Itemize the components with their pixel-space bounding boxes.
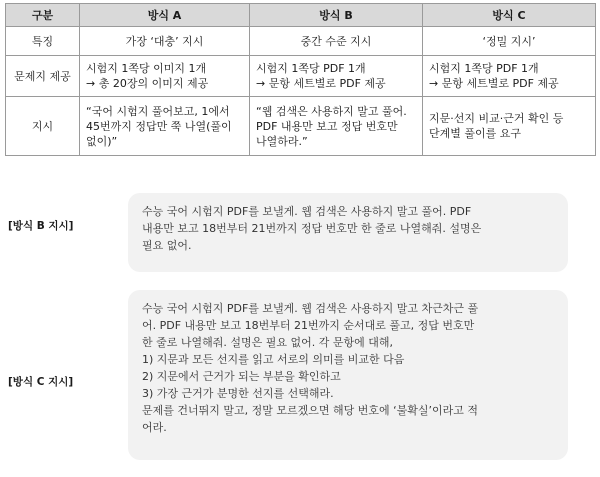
prompt-c-line: 1) 지문과 모든 선지를 읽고 서로의 의미를 비교한 다음	[142, 353, 405, 366]
row-label-instruction: 지시	[6, 97, 80, 156]
prompt-b-line: 내용만 보고 18번부터 21번까지 정답 번호만 한 줄로 나열해줘. 설명은	[142, 222, 482, 235]
header-method-b: 방식 B	[250, 4, 423, 27]
cell-feature-c: ‘정밀 지시’	[423, 27, 596, 56]
table-row-feature	[6, 27, 596, 56]
cell-provision-a: 시험지 1쪽당 이미지 1개 → 총 20장의 이미지 제공	[80, 56, 250, 97]
prompt-c-line: 3) 가장 근거가 분명한 선지를 선택해라.	[142, 387, 334, 400]
cell-instruction-c: 지문·선지 비교·근거 확인 등 단계별 풀이를 요구	[423, 97, 596, 156]
header-method-c: 방식 C	[423, 4, 596, 27]
prompt-b-label: [방식 B 지시]	[8, 220, 74, 232]
prompt-c-bubble	[128, 290, 568, 460]
prompt-c-label: [방식 C 지시]	[8, 376, 74, 388]
header-category: 구분	[6, 4, 80, 27]
prompt-b-bubble	[128, 193, 568, 272]
prompt-c-line: 한 줄로 나열해줘. 설명은 필요 없어. 각 문항에 대해,	[142, 336, 393, 349]
table-row-instruction	[6, 97, 596, 156]
prompt-b-line: 필요 없어.	[142, 239, 192, 252]
row-label-feature: 특징	[6, 27, 80, 56]
prompt-c-line: 수능 국어 시험지 PDF를 보낼게. 웹 검색은 사용하지 말고 차근차근 풀	[142, 302, 479, 315]
prompt-c-line: 2) 지문에서 근거가 되는 부분을 확인하고	[142, 370, 341, 383]
prompt-c-line: 문제를 건너뛰지 말고, 정말 모르겠으면 해당 번호에 ‘불확실’이라고 적	[142, 404, 478, 417]
comparison-table	[5, 3, 596, 156]
prompt-c-line: 어. PDF 내용만 보고 18번부터 21번까지 순서대로 풀고, 정답 번호만	[142, 319, 475, 332]
table-row-provision	[6, 56, 596, 97]
cell-provision-c: 시험지 1쪽당 PDF 1개 → 문항 세트별로 PDF 제공	[423, 56, 596, 97]
cell-feature-a: 가장 ‘대충’ 지시	[80, 27, 250, 56]
prompt-b-line: 수능 국어 시험지 PDF를 보낼게. 웹 검색은 사용하지 말고 풀어. PDF	[142, 205, 472, 218]
cell-instruction-b: “웹 검색은 사용하지 말고 풀어. PDF 내용만 보고 정답 번호만 나열하라.”	[250, 97, 423, 156]
row-label-provision: 문제지 제공	[6, 56, 80, 97]
prompt-c-line: 어라.	[142, 421, 167, 434]
table-header-row	[6, 4, 596, 27]
header-method-a: 방식 A	[80, 4, 250, 27]
cell-provision-b: 시험지 1쪽당 PDF 1개 → 문항 세트별로 PDF 제공	[250, 56, 423, 97]
cell-instruction-a: “국어 시험지 풀어보고, 1에서 45번까지 정답만 쭉 나열(풀이 없이)”	[80, 97, 250, 156]
cell-feature-b: 중간 수준 지시	[250, 27, 423, 56]
